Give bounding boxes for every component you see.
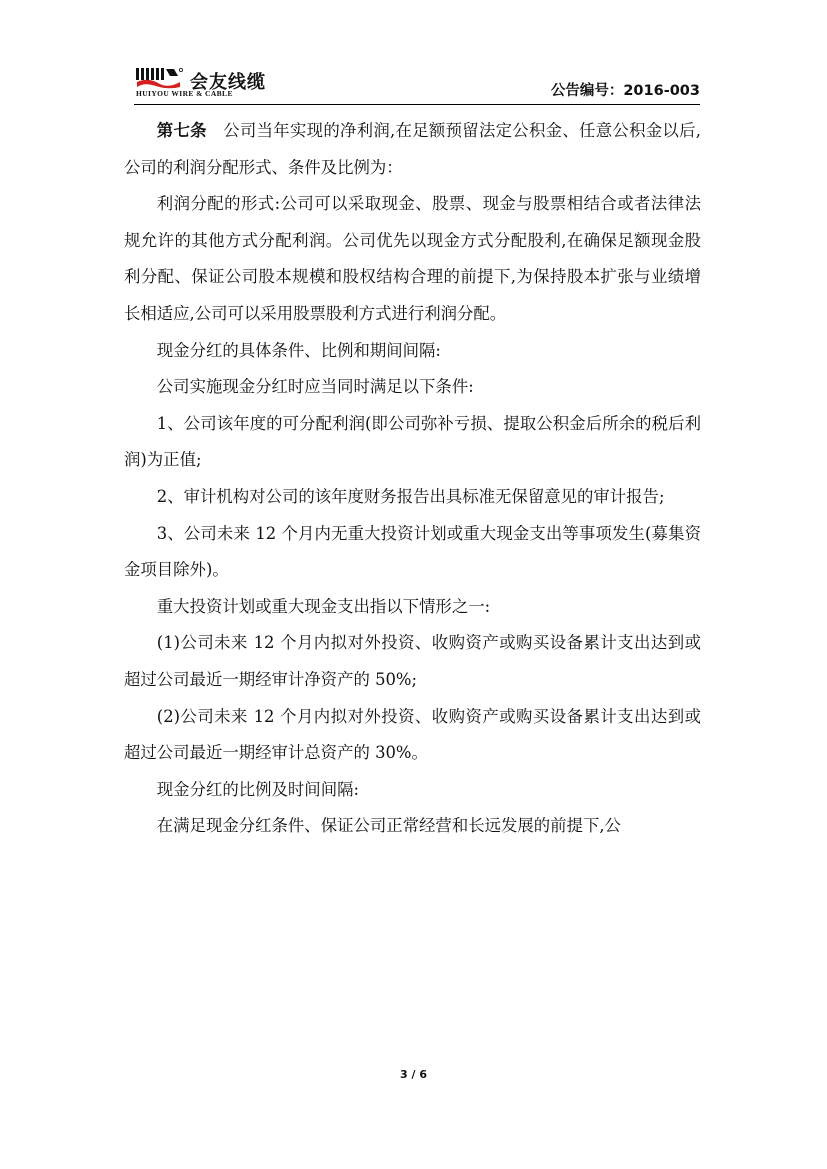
paragraph: 1、公司该年度的可分配利润(即公司弥补亏损、提取公积金后所余的税后利润)为正值; (124, 413, 701, 470)
document-body (124, 113, 701, 845)
paragraph-text: 公司当年实现的净利润,在足额预留法定公积金、任意公积金以后,公司的利润分配形式、条件及比例为： (124, 121, 702, 177)
logo-chinese-name: 会友线缆 (190, 72, 266, 93)
paragraph: 公司实施现金分红时应当同时满足以下条件: (156, 377, 474, 397)
paragraph: 2、审计机构对公司的该年度财务报告出具标准无保留意见的审计报告; (156, 486, 665, 506)
paragraph: 3、公司未来 12 个月内无重大投资计划或重大现金支出等事项发生(募集资金项目除外)。 (124, 523, 701, 580)
logo-english-name: HUIYOU WIRE & CABLE (136, 89, 233, 98)
article-paragraph (124, 113, 701, 186)
article-title: 第七条 (156, 121, 207, 140)
huiyou-logo-icon (134, 66, 186, 90)
paragraph: (2)公司未来 12 个月内拟对外投资、收购资产或购买设备累计支出达到或超过公司最近一期经审计总资产的 30%。 (124, 706, 701, 763)
page-number: 3 / 6 (400, 1068, 427, 1081)
paragraph: 利润分配的形式:公司可以采取现金、股票、现金与股票相结合或者法律法规允许的其他方式分配利润。公司优先以现金方式分配股利,在确保足额现金股利分配、保证公司股本规模和股权结构合理的前提下,为保持股本扩张与业绩增长相适应,公司可以采用股票股利方式进行利润分配。 (124, 194, 701, 323)
paragraph: 重大投资计划或重大现金支出指以下情形之一: (156, 596, 491, 616)
paragraph: (1)公司未来 12 个月内拟对外投资、收购资产或购买设备累计支出达到或超过公司最近一期经审计净资产的 50%; (124, 633, 701, 689)
paragraph: 在满足现金分红条件、保证公司正常经营和长远发展的前提下,公 (156, 816, 621, 836)
paragraph: 现金分红的比例及时间间隔: (156, 779, 360, 799)
notice-number: 公告编号：2016-003 (550, 83, 700, 99)
paragraph: 现金分红的具体条件、比例和期间间隔: (156, 340, 441, 360)
page-header (134, 62, 700, 105)
company-logo (134, 66, 334, 100)
